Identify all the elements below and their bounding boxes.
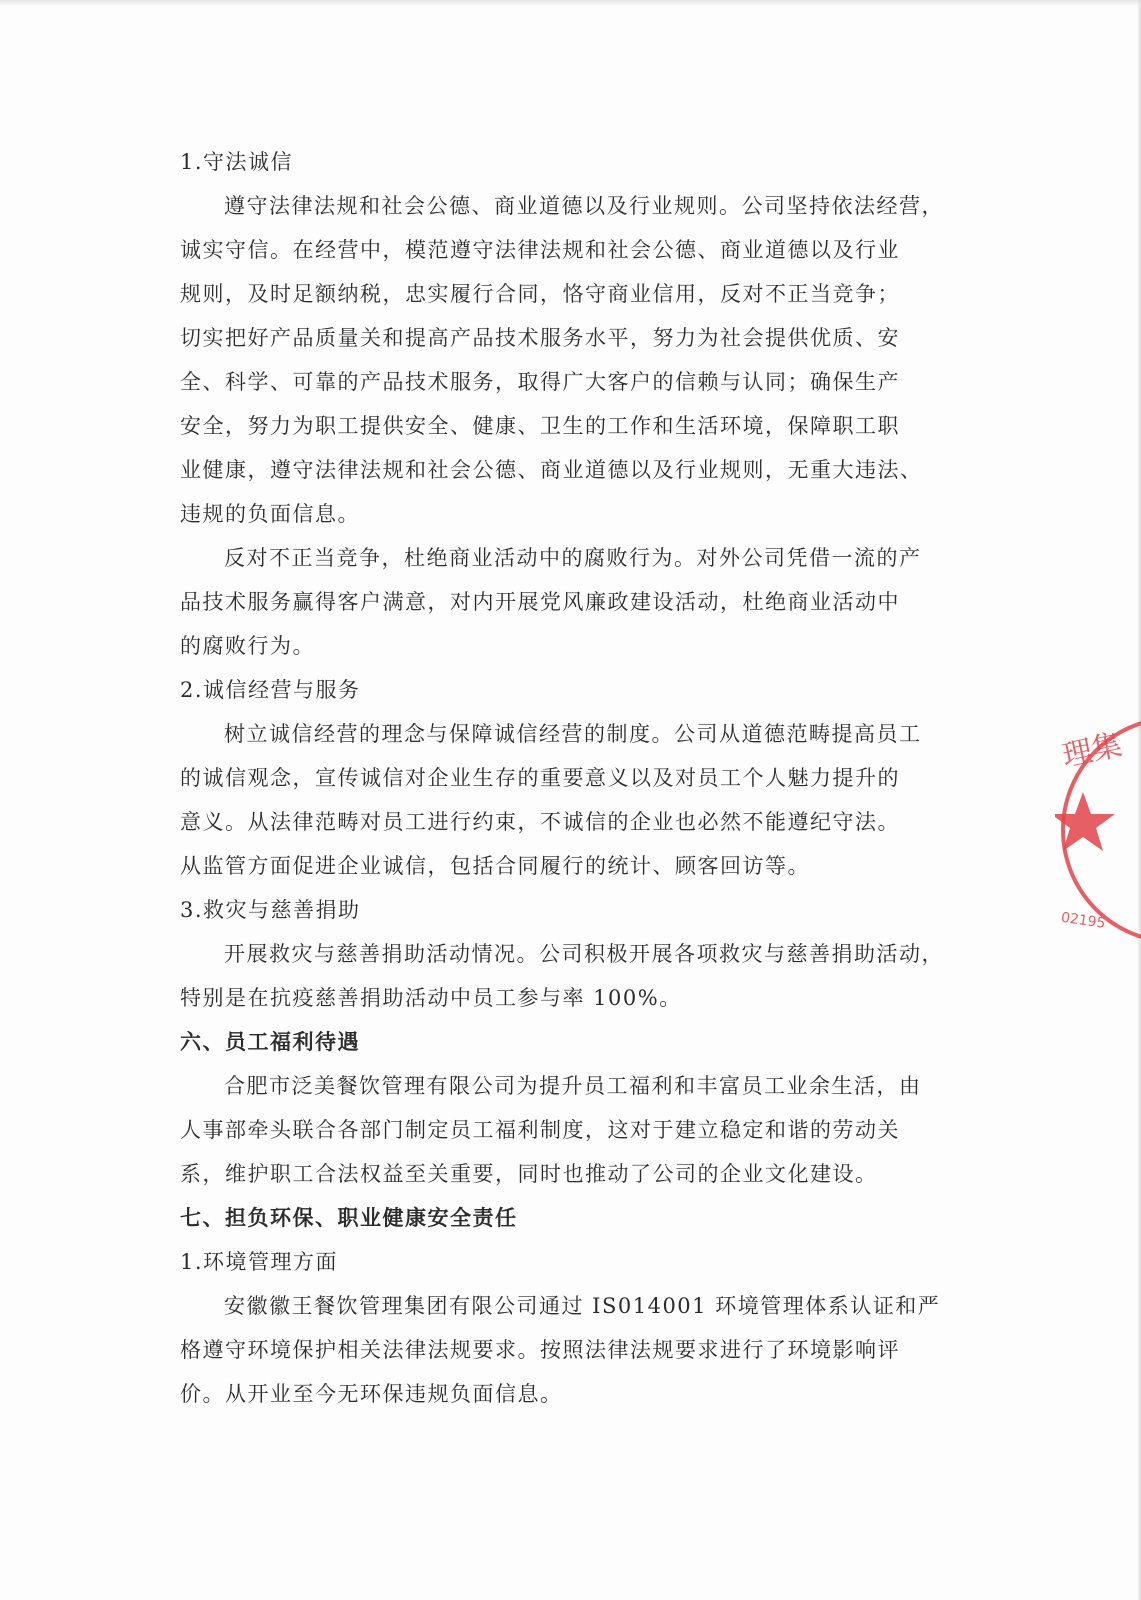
- text-line: 格遵守环境保护相关法律法规要求。按照法律法规要求进行了环境影响评: [180, 1338, 900, 1362]
- text-line: 安全，努力为职工提供安全、健康、卫生的工作和生活环境，保障职工职: [180, 414, 900, 438]
- text-line: 的腐败行为。: [180, 634, 315, 658]
- text-line: 规则，及时足额纳税，忠实履行合同，恪守商业信用，反对不正当竞争；: [180, 282, 900, 306]
- text-line: 的诚信观念，宣传诚信对企业生存的重要意义以及对员工个人魅力提升的: [180, 766, 900, 790]
- text-line: 违规的负面信息。: [180, 502, 360, 526]
- svg-text:理集: 理集: [1059, 727, 1126, 775]
- text-line: 人事部牵头联合各部门制定员工福利制度，这对于建立稳定和谐的劳动关: [180, 1118, 900, 1142]
- text-line: 2.诚信经营与服务: [180, 678, 361, 702]
- text-line: 1.守法诚信: [180, 150, 294, 174]
- document-body: [180, 140, 960, 1416]
- text-line: 系，维护职工合法权益至关重要，同时也推动了公司的企业文化建设。: [180, 1162, 878, 1186]
- text-line: 诚实守信。在经营中，模范遵守法律法规和社会公德、商业道德以及行业: [180, 238, 900, 262]
- scan-edge: [0, 0, 1141, 6]
- text-line: 切实把好产品质量关和提高产品技术服务水平，努力为社会提供优质、安: [180, 326, 900, 350]
- text-line: 安徽徽王餐饮管理集团有限公司通过 IS014001 环境管理体系认证和严: [224, 1294, 941, 1318]
- svg-text:02195: 02195: [1059, 909, 1107, 932]
- text-line: 树立诚信经营的理念与保障诚信经营的制度。公司从道德范畴提高员工: [224, 722, 922, 746]
- text-line: 特别是在抗疫慈善捐助活动中员工参与率 100%。: [180, 986, 682, 1010]
- text-line: 遵守法律法规和社会公德、商业道德以及行业规则。公司坚持依法经营，: [224, 194, 944, 218]
- text-line: 从监管方面促进企业诚信，包括合同履行的统计、顾客回访等。: [180, 854, 810, 878]
- section-heading: 六、员工福利待遇: [180, 1030, 360, 1054]
- text-line: 价。从开业至今无环保违规负面信息。: [180, 1382, 563, 1406]
- seal-icon: [1055, 710, 1141, 950]
- section-heading: 七、担负环保、职业健康安全责任: [180, 1206, 518, 1230]
- text-line: 反对不正当竞争，杜绝商业活动中的腐败行为。对外公司凭借一流的产: [224, 546, 922, 570]
- text-line: 意义。从法律范畴对员工进行约束，不诚信的企业也必然不能遵纪守法。: [180, 810, 900, 834]
- text-line: 品技术服务赢得客户满意，对内开展党风廉政建设活动，杜绝商业活动中: [180, 590, 900, 614]
- text-line: 1.环境管理方面: [180, 1250, 339, 1274]
- company-seal-stamp: [1055, 710, 1141, 950]
- text-line: 开展救灾与慈善捐助活动情况。公司积极开展各项救灾与慈善捐助活动，: [224, 942, 944, 966]
- text-line: 全、科学、可靠的产品技术服务，取得广大客户的信赖与认同；确保生产: [180, 370, 900, 394]
- text-line: 3.救灾与慈善捐助: [180, 898, 361, 922]
- text-line: 业健康，遵守法律法规和社会公德、商业道德以及行业规则，无重大违法、: [180, 458, 923, 482]
- text-line: 合肥市泛美餐饮管理有限公司为提升员工福利和丰富员工业余生活，由: [224, 1074, 922, 1098]
